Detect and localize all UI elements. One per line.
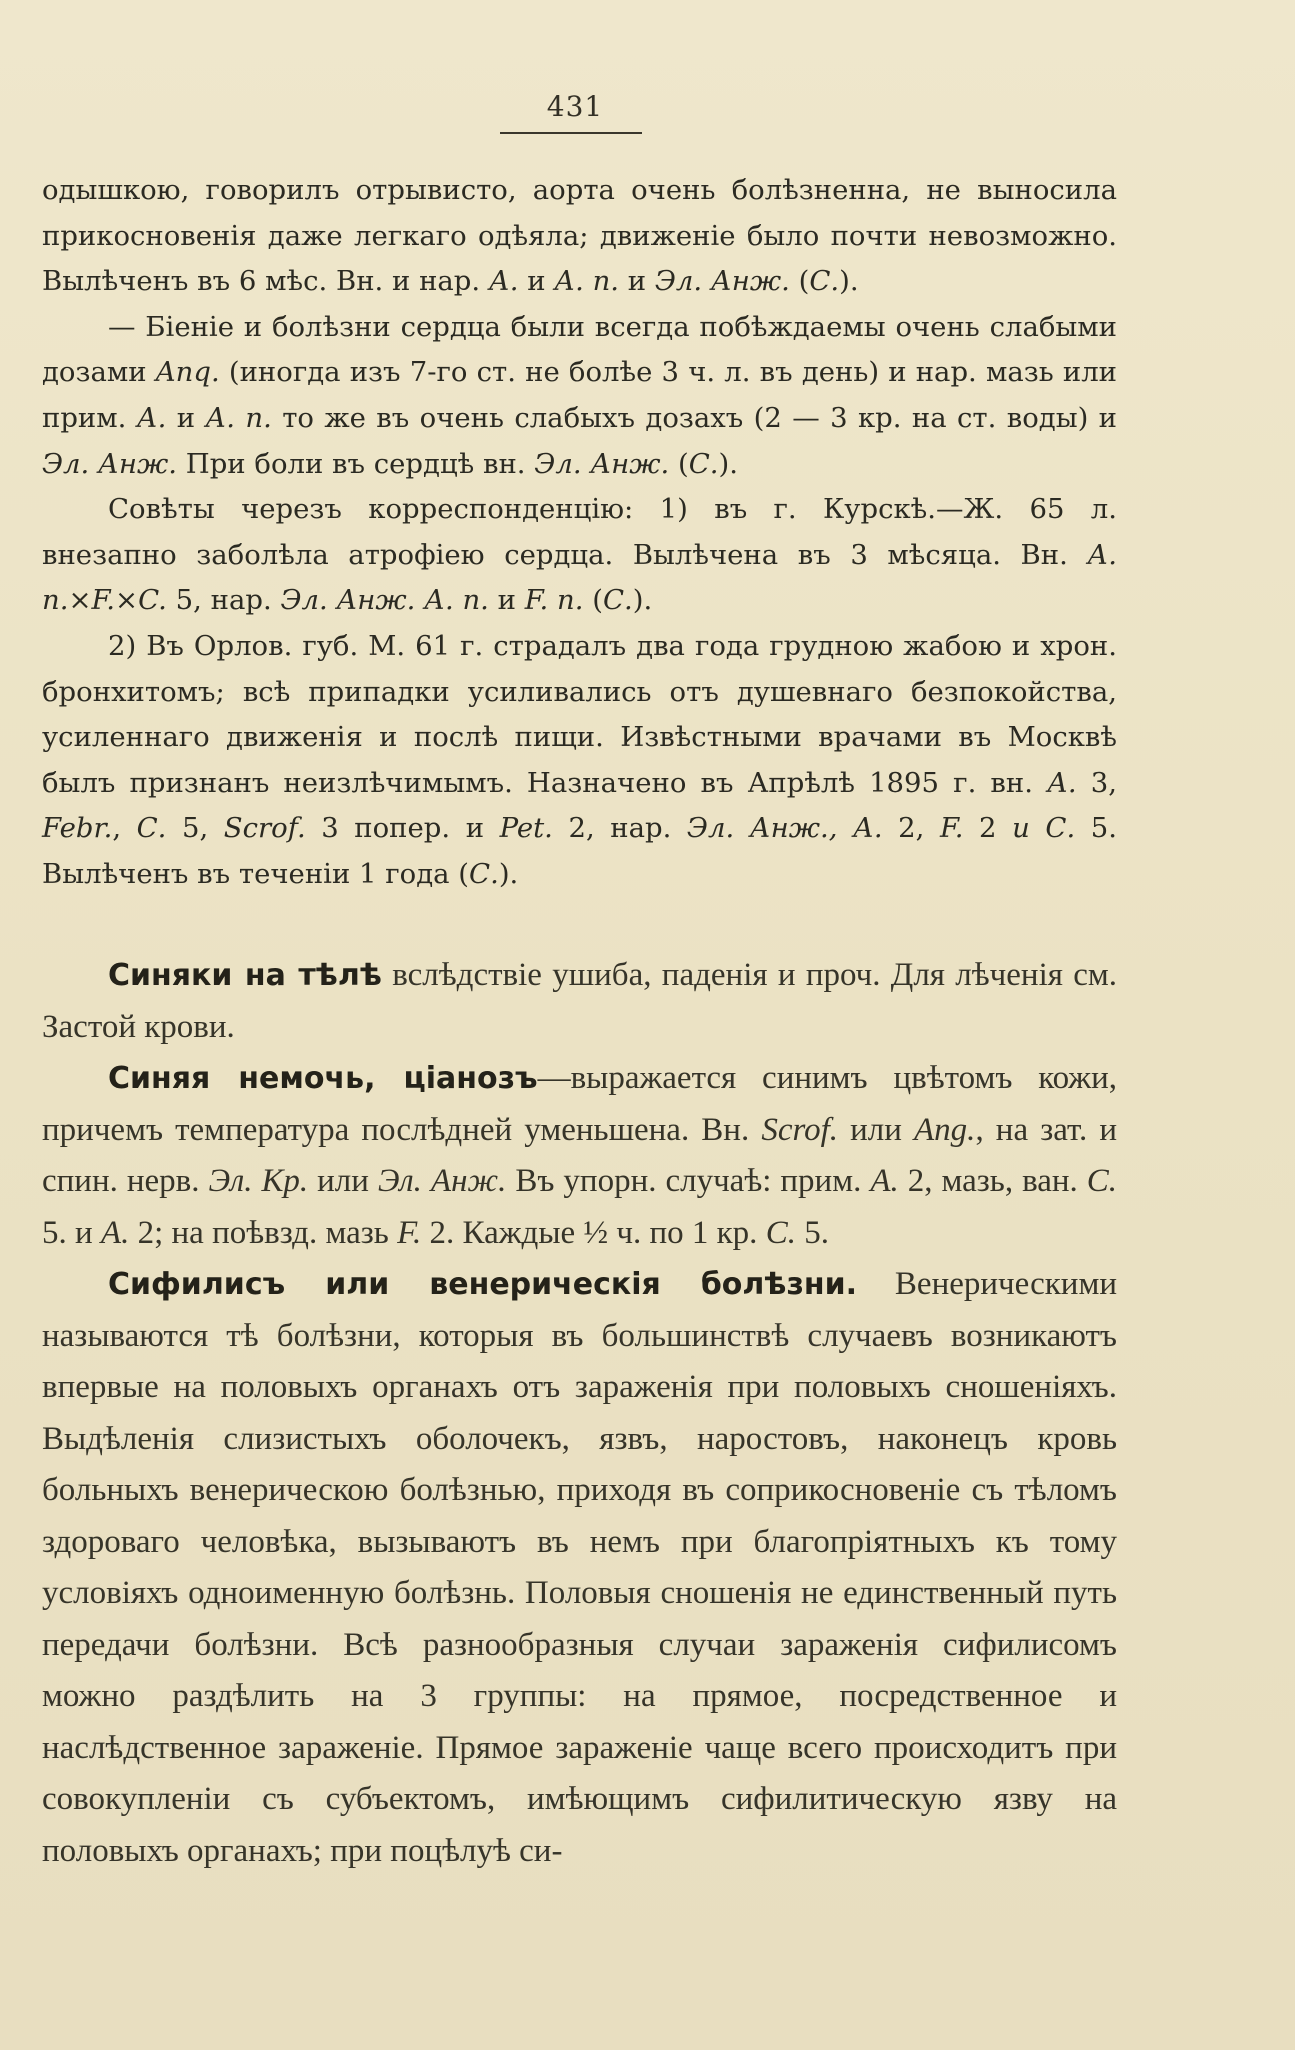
italic-abbrev: С. xyxy=(688,447,719,480)
italic-abbrev: Febr. xyxy=(42,812,113,845)
entry-heading: Сифилисъ или венерическія болѣзни. xyxy=(108,1267,858,1302)
italic-abbrev: А. п. xyxy=(205,401,272,434)
italic-abbrev: С. xyxy=(469,857,499,890)
text-run: 2, мазь, ван. xyxy=(898,1163,1087,1199)
header-rule xyxy=(500,132,642,134)
text-run: Въ упорн. случаѣ: прим. xyxy=(506,1163,871,1199)
italic-abbrev: С. xyxy=(602,584,633,617)
italic-abbrev: Эл. Анж., А. xyxy=(686,812,883,845)
paragraph-p3 xyxy=(42,487,1117,624)
text-run: ). xyxy=(718,447,739,480)
text-run: ). xyxy=(498,857,519,890)
italic-abbrev: Эл. Анж. А. п. xyxy=(280,584,489,617)
italic-abbrev: Эл. Анж. xyxy=(377,1163,507,1199)
text-run: ( xyxy=(789,265,810,298)
text-run: одышкою, говорилъ отрывисто, аорта очень болѣзненна, не выносила прикосновенія даже легкаго одѣяла; движеніе было почти невозможно. Вылѣченъ въ 6 мѣс. Вн. и нар. xyxy=(42,174,1117,298)
italic-abbrev: Pet. xyxy=(499,812,553,845)
italic-abbrev: Anq. xyxy=(155,356,220,389)
text-run: 2) Въ Орлов. губ. М. 61 г. страдалъ два года грудною жабою и хрон. бронхитомъ; всѣ припадки усиливались отъ душевнаго безпокойства, усиленнаго движенія и послѣ пищи. Извѣстными врачами въ Москвѣ былъ признанъ неизлѣчимымъ. Назначено въ Апрѣлѣ 1895 г. вн. xyxy=(42,629,1117,799)
text-run: 2, нар. xyxy=(552,812,687,845)
text-run: 5. и xyxy=(42,1214,101,1251)
text-run: и xyxy=(166,401,206,434)
entry-heading: Синяя немочь, ціанозъ xyxy=(108,1061,538,1096)
text-run: то же въ очень слабыхъ дозахъ (2 — 3 кр. на ст. воды) и xyxy=(271,401,1118,434)
text-run: 3 попер. и xyxy=(305,812,500,845)
text-run: Совѣты черезъ корреспонденцію: 1) въ г. Курскѣ.—Ж. 65 л. внезапно заболѣла атрофіею сердца. Вылѣчена въ 3 мѣсяца. Вн. xyxy=(42,493,1117,571)
text-run: 5. xyxy=(795,1214,829,1251)
italic-abbrev: Эл. Анж. xyxy=(42,447,177,480)
text-run: 2 xyxy=(963,812,1013,845)
italic-abbrev: F. xyxy=(397,1214,422,1251)
text-run: и xyxy=(619,265,655,298)
italic-abbrev: Scrof. xyxy=(223,812,306,845)
italic-abbrev: С. xyxy=(809,265,840,298)
italic-abbrev: F. п. xyxy=(524,584,584,617)
italic-abbrev: А. xyxy=(136,401,167,434)
paragraph-p4 xyxy=(42,624,1117,898)
italic-abbrev: Эл. Анж. xyxy=(654,265,790,298)
page-number: 431 xyxy=(546,90,604,123)
text-run: ( xyxy=(583,584,603,617)
italic-abbrev: F. xyxy=(939,812,964,845)
italic-abbrev: Эл. Кр. xyxy=(208,1163,309,1199)
text-run: —выражается синимъ цвѣтомъ кожи, причемъ температура послѣдней уменьшена. Вн. xyxy=(42,1060,1117,1148)
paragraph-p2 xyxy=(42,305,1117,487)
text-run: вслѣдствіе ушиба, паденія и проч. Для лѣченія см. Застой крови. xyxy=(42,957,1118,1045)
italic-abbrev: А. xyxy=(100,1214,130,1251)
italic-abbrev: А. xyxy=(870,1163,899,1199)
entry-sinyaki xyxy=(42,950,1117,1053)
paragraph-p1 xyxy=(42,168,1117,305)
text-run: ). xyxy=(839,265,859,298)
text-run: 2. Каждые ½ ч. по 1 кр. xyxy=(421,1214,766,1251)
italic-abbrev: С. xyxy=(765,1214,796,1251)
text-run: 5, нар. xyxy=(166,584,281,617)
italic-abbrev: А. xyxy=(1047,766,1077,799)
entry-heading: Синяки на тѣлѣ xyxy=(108,958,382,993)
text-run: или xyxy=(838,1111,915,1148)
italic-abbrev: С. xyxy=(136,812,167,845)
entry-sinyaya-nemoch xyxy=(42,1053,1117,1259)
entries-block xyxy=(42,950,1117,1877)
text-run: , на зат. и спин. нерв. xyxy=(42,1111,1117,1199)
entry-sifilis xyxy=(42,1259,1117,1877)
text-run: При боли въ сердцѣ вн. xyxy=(176,447,535,480)
italic-abbrev: А. п. xyxy=(554,265,620,298)
text-run: Венерическими называются тѣ болѣзни, которыя въ большинствѣ случаевъ возникаютъ впервые на половыхъ органахъ отъ зараженія при половыхъ сношеніяхъ. Выдѣленія слизистыхъ оболочекъ, язвъ, наростовъ, наконецъ кровь больныхъ венерическою болѣзнью, приходя въ соприкосновеніе съ тѣломъ здороваго человѣка, вызываютъ въ немъ при благопріятныхъ къ тому условіяхъ одноименную болѣзнь. Половыя сношенія не единственный путь передачи болѣзни. Всѣ разнообразныя случаи зараженія сифилисомъ можно раздѣлить на 3 группы: на прямое, посредственное и наслѣдственное зараженіе. Прямое зараженіе чаще всего происходитъ при совокупленіи съ субъектомъ, имѣющимъ сифилитическую язву на половыхъ органахъ; при поцѣлуѣ си- xyxy=(42,1266,1117,1869)
italic-abbrev: А. xyxy=(488,265,519,298)
italic-abbrev: и xyxy=(1012,812,1030,845)
text-run: или xyxy=(308,1163,378,1199)
text-run: 5. Вылѣченъ въ теченіи 1 года ( xyxy=(42,812,1117,890)
text-run: (иногда изъ 7-го ст. не болѣе 3 ч. л. въ день) и нар. мазь или прим. xyxy=(42,356,1118,434)
text-run: — Біеніе и болѣзни сердца были всегда побѣждаемы очень слабыми дозами xyxy=(42,310,1117,389)
text-run: , xyxy=(112,812,137,845)
text-run xyxy=(1030,812,1046,844)
continued-text-block xyxy=(42,168,1117,898)
italic-abbrev: С. xyxy=(1045,812,1076,845)
text-run: 3, xyxy=(1076,766,1117,799)
text-run: 2, xyxy=(882,812,940,845)
text-run: и xyxy=(518,265,555,298)
italic-abbrev: Scrof. xyxy=(761,1111,839,1148)
text-run: ). xyxy=(632,584,653,617)
italic-abbrev: С. xyxy=(1086,1163,1118,1199)
italic-abbrev: Ang. xyxy=(914,1111,976,1148)
text-run: и xyxy=(488,584,525,617)
text-run: ( xyxy=(669,447,689,480)
italic-abbrev: А. п.×F.×C. xyxy=(42,538,1117,617)
text-run: 5, xyxy=(166,812,224,845)
italic-abbrev: Эл. Анж. xyxy=(534,447,670,480)
text-run: 2; на поѣвзд. мазь xyxy=(129,1214,398,1251)
